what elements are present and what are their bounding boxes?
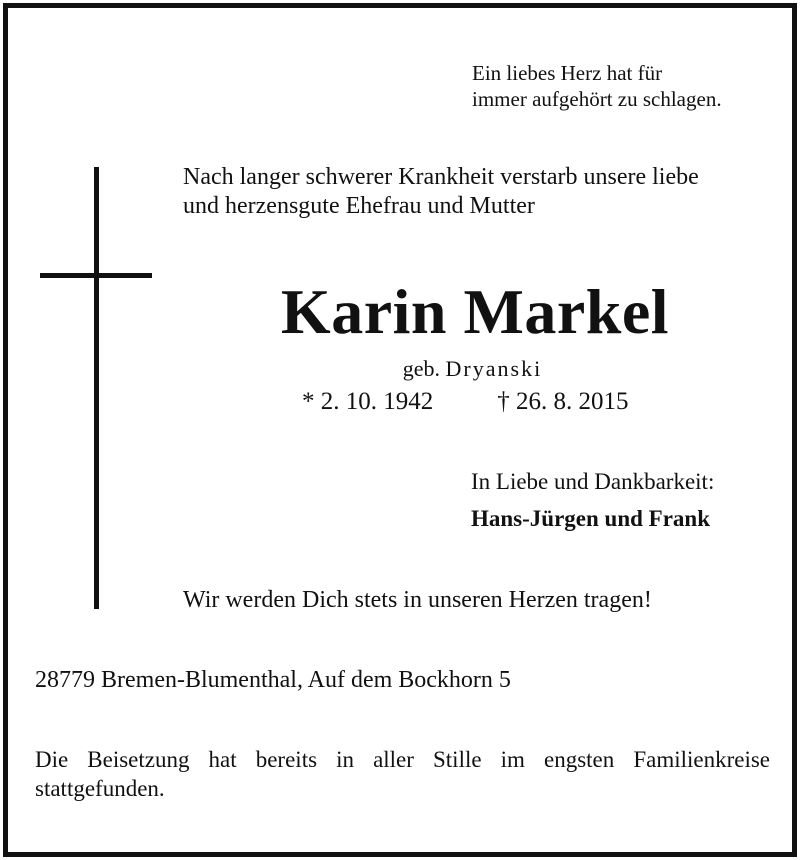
funeral-notice: Die Beisetzung hat bereits in aller Stille im engsten Familienkreise stattgefunden. <box>35 747 770 801</box>
cross-icon <box>94 167 99 609</box>
intro-line-2: und herzensgute Ehefrau und Mutter <box>183 193 535 219</box>
farewell-line: Wir werden Dich stets in unseren Herzen tragen! <box>183 587 652 613</box>
death-date: † 26. 8. 2015 <box>497 388 629 415</box>
motto-line-1: Ein liebes Herz hat für <box>472 61 663 85</box>
motto-line-2: immer aufgehört zu schlagen. <box>472 87 722 111</box>
deceased-name: Karin Markel <box>280 276 670 347</box>
maiden-prefix: geb. <box>402 356 441 381</box>
address-line: 28779 Bremen-Blumenthal, Auf dem Bockhorn 5 <box>35 667 511 693</box>
intro-line-1: Nach langer schwerer Krankheit verstarb unsere liebe <box>183 164 699 190</box>
motto <box>472 60 722 112</box>
maiden-name-line <box>0 356 800 382</box>
mourner-names: Hans-Jürgen und Frank <box>471 506 711 531</box>
life-dates <box>302 387 629 417</box>
intro-text <box>183 163 699 221</box>
birth-date: * 2. 10. 1942 <box>302 388 434 415</box>
obituary-frame <box>3 3 797 857</box>
thanks-line: In Liebe und Dankbarkeit: <box>471 469 715 494</box>
maiden-surname: Dryanski <box>445 356 543 381</box>
